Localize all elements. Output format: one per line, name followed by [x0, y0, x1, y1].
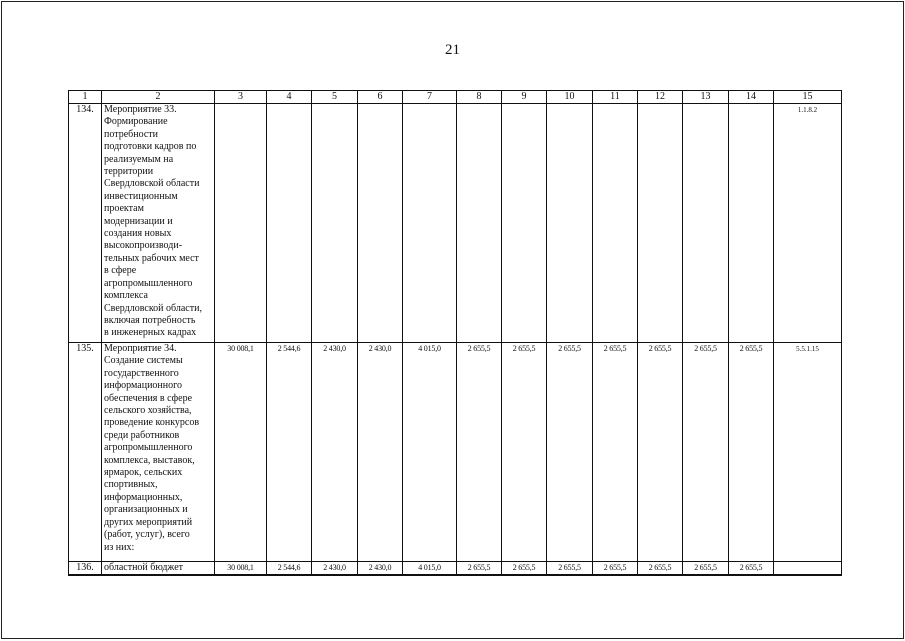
row-name-line: (работ, услуг), всего [104, 529, 190, 541]
header-cell: 2 [102, 91, 215, 104]
value-cell: 2 655,5 [683, 562, 729, 576]
header-cell: 11 [593, 91, 638, 104]
value-cell [267, 104, 312, 343]
row-number: 135. [69, 343, 102, 562]
row-name-line: ярмарок, сельских [104, 467, 183, 479]
row-name-line: комплекса [104, 290, 148, 302]
row-number: 136. [69, 562, 102, 576]
value-cell [729, 104, 774, 343]
row-number: 134. [69, 104, 102, 343]
value-cell: 2 430,0 [358, 343, 403, 562]
row-name-line: областной бюджет [104, 562, 184, 573]
row-name-line: агропромышленного [104, 442, 193, 454]
header-row [69, 91, 842, 104]
row-name-line: комплекса, выставок, [104, 454, 195, 466]
value-cell: 2 655,5 [729, 343, 774, 562]
header-cell: 1 [69, 91, 102, 104]
table-row [69, 104, 842, 343]
value-cell: 2 655,5 [547, 562, 593, 576]
row-name-line: создания новых [104, 228, 172, 240]
value-cell [638, 104, 683, 343]
row-name [102, 104, 215, 343]
header-cell: 13 [683, 91, 729, 104]
value-cell: 2 655,5 [502, 343, 547, 562]
row-name-line: в сфере [104, 265, 137, 277]
row-name-line: информационных, [104, 491, 183, 503]
header-cell: 14 [729, 91, 774, 104]
value-cell: 2 655,5 [457, 562, 502, 576]
row-name-line: Мероприятие 34. [104, 343, 177, 354]
value-cell: 30 008,1 [215, 343, 267, 562]
header-cell: 4 [267, 91, 312, 104]
value-cell [403, 104, 457, 343]
row-name-line: агропромышленного [104, 277, 193, 289]
row-name-line: государственного [104, 367, 179, 379]
row-name [102, 343, 215, 562]
value-cell: 2 655,5 [593, 343, 638, 562]
header-cell: 5 [312, 91, 358, 104]
header-cell: 6 [358, 91, 403, 104]
value-cell: 4 015,0 [403, 562, 457, 576]
budget-table [68, 90, 842, 576]
header-cell: 7 [403, 91, 457, 104]
row-name-line: потребности [104, 128, 158, 140]
target-indicator-ref: 1.1.8.2 [774, 104, 842, 343]
value-cell: 30 008,1 [215, 562, 267, 576]
header-cell: 8 [457, 91, 502, 104]
header-cell: 3 [215, 91, 267, 104]
value-cell [683, 104, 729, 343]
row-name-line: в инженерных кадрах [104, 327, 197, 339]
value-cell [358, 104, 403, 343]
value-cell: 2 544,6 [267, 343, 312, 562]
value-cell [593, 104, 638, 343]
row-name-line: включая потребность [104, 314, 196, 326]
value-cell: 2 655,5 [683, 343, 729, 562]
value-cell: 2 430,0 [358, 562, 403, 576]
value-cell [312, 104, 358, 343]
row-name-line: среди работников [104, 429, 180, 441]
value-cell: 2 655,5 [638, 343, 683, 562]
header-cell: 10 [547, 91, 593, 104]
value-cell: 2 430,0 [312, 562, 358, 576]
value-cell: 2 655,5 [729, 562, 774, 576]
value-cell: 2 655,5 [547, 343, 593, 562]
value-cell [502, 104, 547, 343]
row-name-line: территории [104, 166, 154, 178]
row-name-line: проектам [104, 203, 144, 215]
value-cell: 2 655,5 [457, 343, 502, 562]
value-cell: 2 544,6 [267, 562, 312, 576]
row-name-line: Формирование [104, 116, 168, 128]
value-cell: 2 655,5 [638, 562, 683, 576]
row-name-line: реализуемым на [104, 153, 174, 165]
target-indicator-ref [774, 562, 842, 576]
row-name-line: высокопроизводи- [104, 240, 183, 252]
document-page [1, 1, 904, 639]
row-name-line: организационных и [104, 504, 188, 516]
row-name-line: тельных рабочих мест [104, 252, 199, 264]
header-cell: 12 [638, 91, 683, 104]
row-name-line: из них: [104, 541, 135, 553]
value-cell: 2 655,5 [593, 562, 638, 576]
target-indicator-ref: 5.5.1.15 [774, 343, 842, 562]
header-cell: 9 [502, 91, 547, 104]
row-name-line: Свердловской области [104, 178, 200, 190]
table-row [69, 343, 842, 562]
row-name-line: спортивных, [104, 479, 158, 491]
table-row [69, 562, 842, 576]
row-name-line: Мероприятие 33. [104, 104, 177, 115]
row-name-line: других мероприятий [104, 516, 193, 528]
row-name-line: проведение конкурсов [104, 417, 200, 429]
row-name-line: модернизации и [104, 215, 173, 227]
row-name-line: информационного [104, 380, 182, 392]
row-name-line: обеспечения в сфере [104, 392, 193, 404]
value-cell [457, 104, 502, 343]
row-name-line: инвестиционным [104, 190, 178, 202]
row-name-line: сельского хозяйства, [104, 405, 192, 417]
value-cell [215, 104, 267, 343]
value-cell: 2 430,0 [312, 343, 358, 562]
row-name-line: Свердловской области, [104, 302, 202, 314]
value-cell: 2 655,5 [502, 562, 547, 576]
value-cell [547, 104, 593, 343]
row-name-line: Создание системы [104, 355, 183, 367]
row-name [102, 562, 215, 576]
header-cell: 15 [774, 91, 842, 104]
value-cell: 4 015,0 [403, 343, 457, 562]
row-name-line: подготовки кадров по [104, 141, 197, 153]
page-number: 21 [445, 42, 460, 58]
